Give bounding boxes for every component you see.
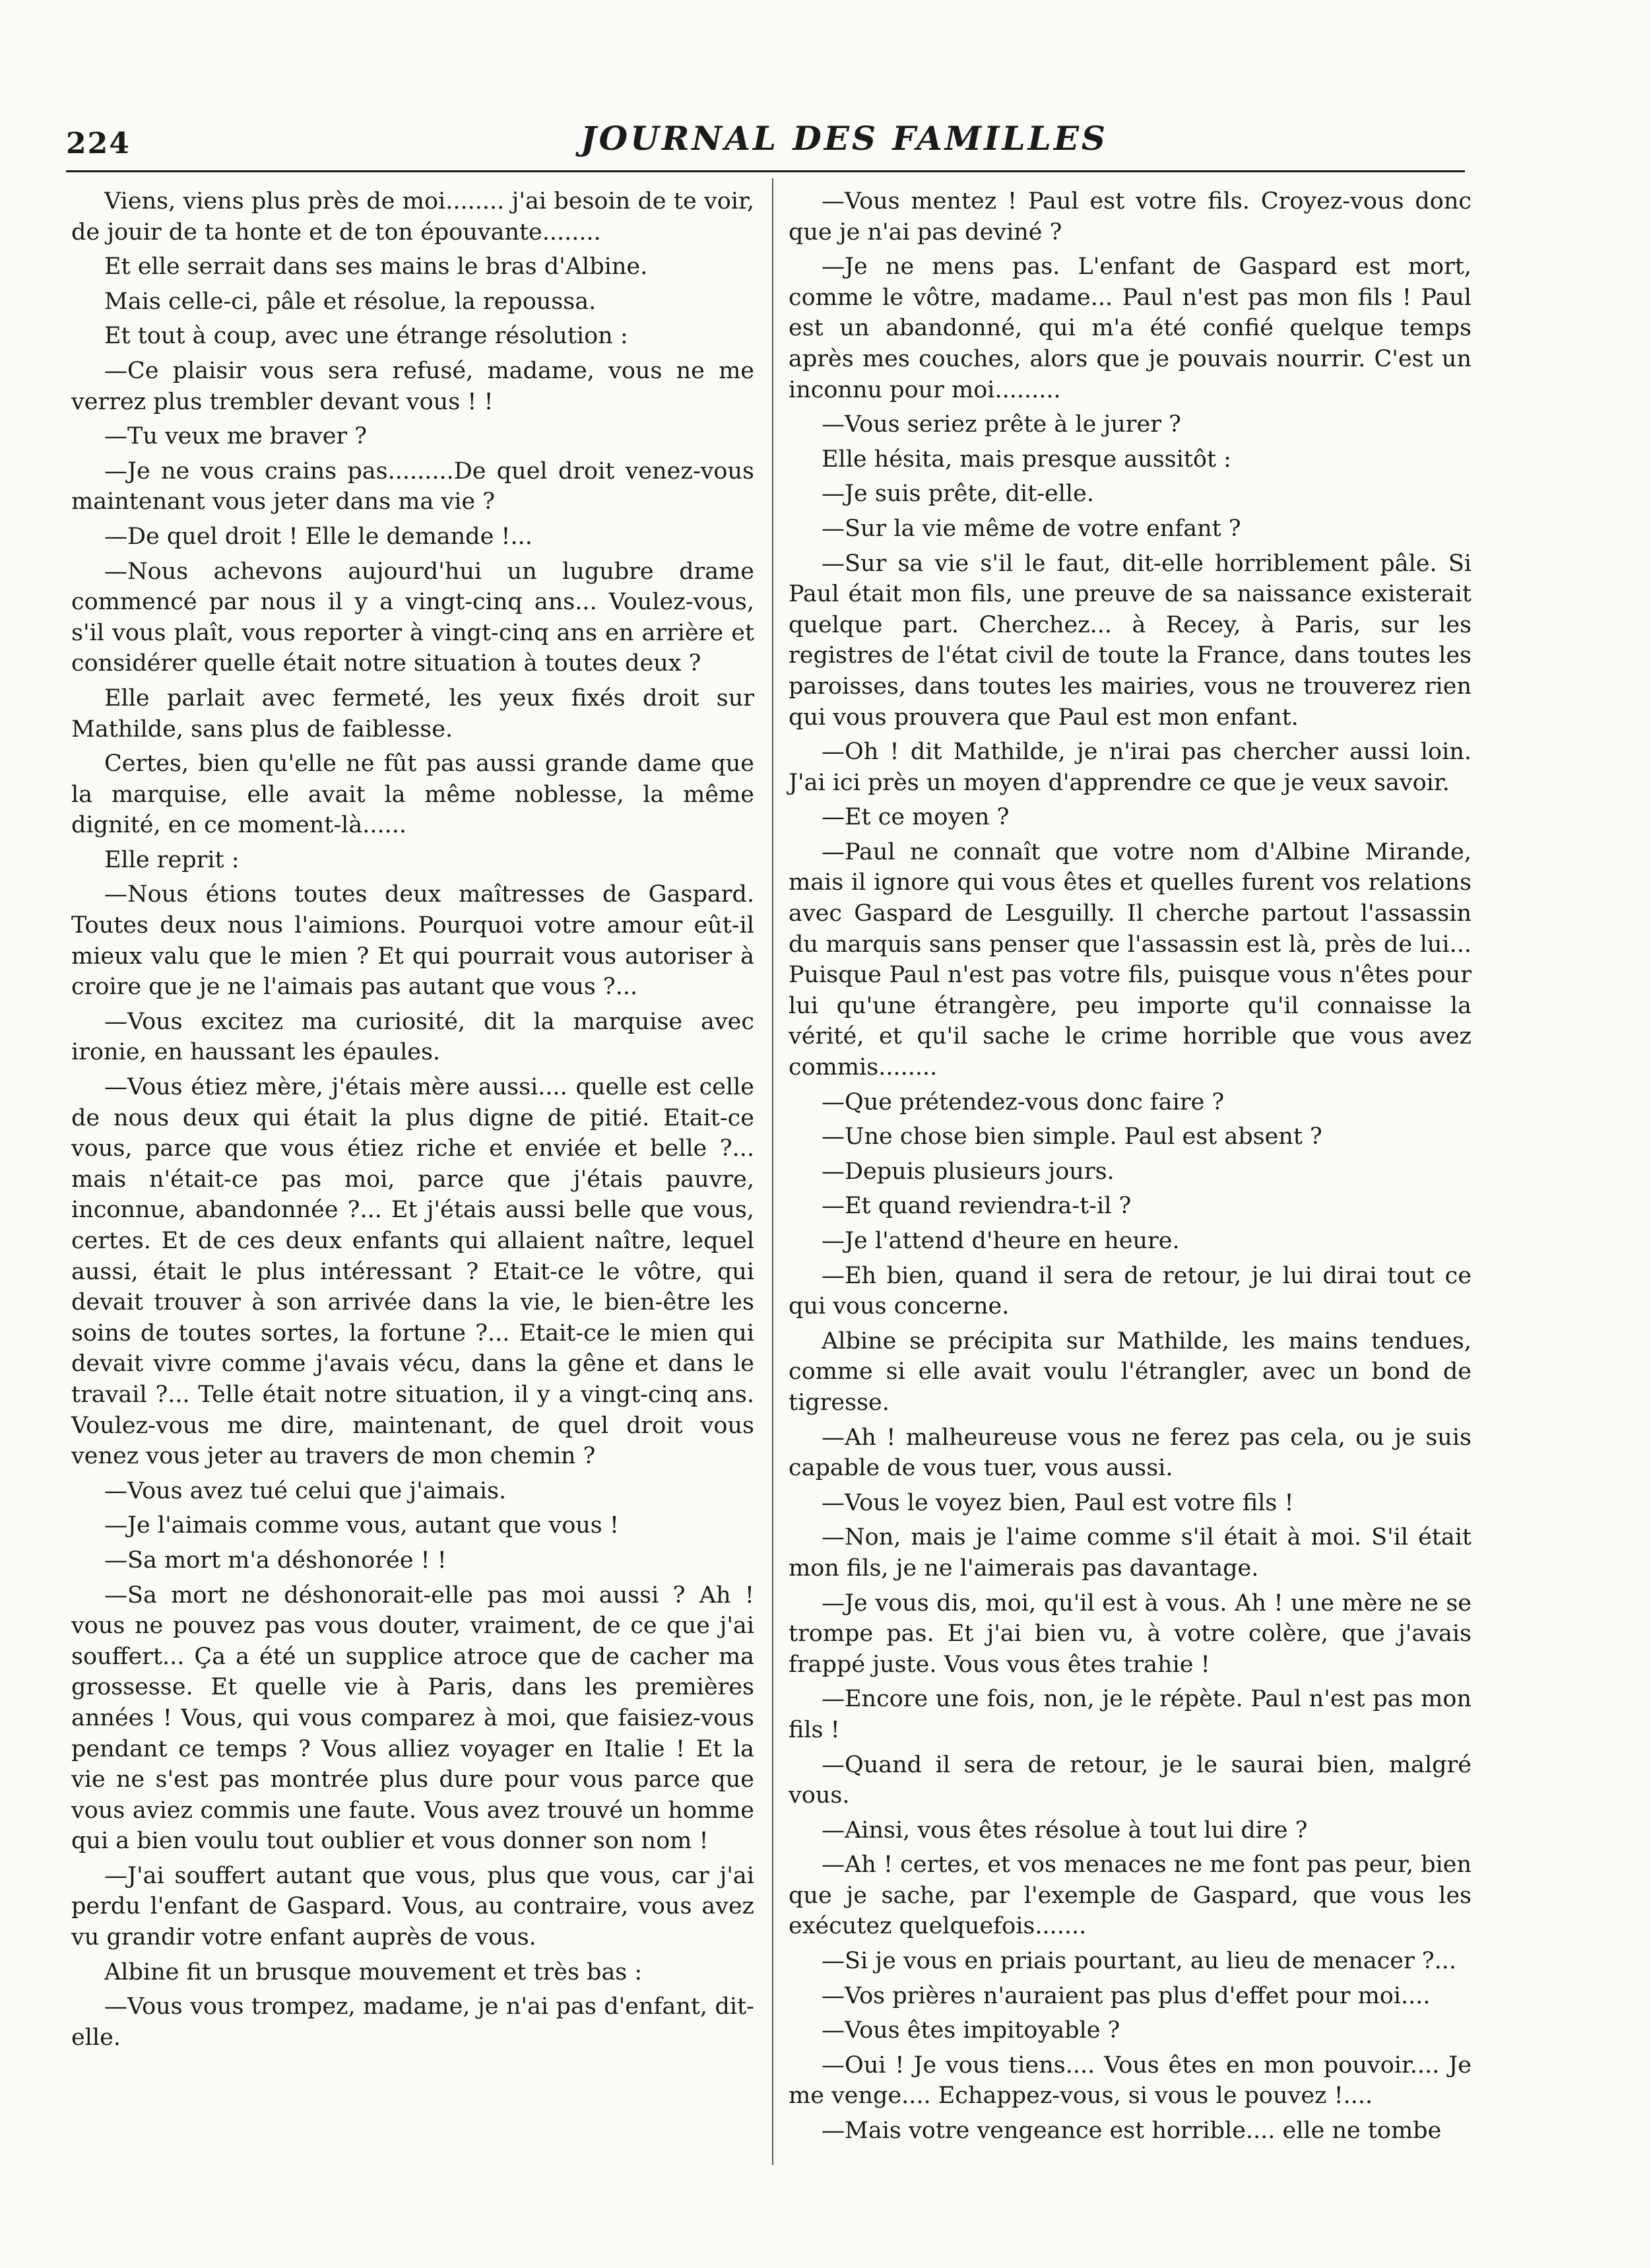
paragraph: —Depuis plusieurs jours. bbox=[822, 1158, 1115, 1185]
paragraph: —Tu veux me braver ? bbox=[104, 423, 368, 450]
paragraph: Certes, bien qu'elle ne fût pas aussi grande dame que la marquise, elle avait la même noblesse, la même dignité, en ce moment-là...... bbox=[71, 750, 754, 839]
paragraph: —Vous avez tué celui que j'aimais. bbox=[104, 1477, 507, 1504]
paragraph: —Ce plaisir vous sera refusé, madame, vous ne me verrez plus trembler devant vous ! ! bbox=[71, 357, 754, 415]
paragraph: Et elle serrait dans ses mains le bras d'Albine. bbox=[104, 253, 648, 281]
paragraph: Elle parlait avec fermeté, les yeux fixés droit sur Mathilde, sans plus de faiblesse. bbox=[71, 684, 754, 743]
paragraph: —Mais votre vengeance est horrible.... elle ne tombe bbox=[822, 2118, 1442, 2145]
paragraph: —Vous seriez prête à le jurer ? bbox=[822, 411, 1181, 438]
paragraph: Et tout à coup, avec une étrange résolution : bbox=[104, 323, 628, 350]
paragraph: —Une chose bien simple. Paul est absent ? bbox=[822, 1123, 1322, 1151]
paragraph: —Je vous dis, moi, qu'il est à vous. Ah ! une mère ne se trompe pas. Et j'ai bien vu, à votre colère, que j'avais frappé juste. Vous vous êtes trahie ! bbox=[789, 1589, 1472, 1678]
paragraph: —Je suis prête, dit-elle. bbox=[822, 481, 1094, 508]
journal-title: JOURNAL DES FAMILLES bbox=[581, 119, 1109, 158]
paragraph: —Ah ! malheureuse vous ne ferez pas cela, ou je suis capable de vous tuer, vous aussi. bbox=[789, 1424, 1472, 1482]
paragraph: —Vous étiez mère, j'étais mère aussi.... quelle est celle de nous deux qui était la plus digne de pitié. Etait-ce vous, parce que vous étiez riche et enviée et belle ?... mais n'était-ce pas moi, parce que j'étais pauvre, inconnue, abandonnée ?... Et j'étais aussi belle que vous, certes. Et de ces deux enfants qui allaient naître, lequel aussi, était le plus intéressant ? Etait-ce le vôtre, qui devait trouver à son arrivée dans la vie, le bien-être les soins de toutes sortes, la fortune ?... Etait-ce le mien qui devait vivre comme j'avais vécu, dans la gêne et dans le travail ?... Telle était notre situation, il y a vingt-cinq ans. Voulez-vous me dire, maintenant, de quel droit vous venez vous jeter au travers de mon chemin ? bbox=[71, 1074, 754, 1470]
paragraph: —Ah ! certes, et vos menaces ne me font pas peur, bien que je sache, par l'exemple de Gaspard, que vous les exécutez quelquefois....... bbox=[789, 1851, 1472, 1940]
page-number: 224 bbox=[66, 127, 131, 160]
paragraph: Viens, viens plus près de moi........ j'ai besoin de te voir, de jouir de ta honte et de ton épouvante........ bbox=[71, 188, 754, 246]
paragraph: —Sur la vie même de votre enfant ? bbox=[822, 515, 1241, 542]
paragraph: —Nous achevons aujourd'hui un lugubre drame commencé par nous il y a vingt-cinq ans... Voulez-vous, s'il vous plaît, vous reporter à vingt-cinq ans en arrière et considérer quelle était notre situation à toutes deux ? bbox=[71, 558, 754, 677]
paragraph: —Vos prières n'auraient pas plus d'effet pour moi.... bbox=[822, 1982, 1431, 2009]
right-column bbox=[789, 186, 1472, 2151]
paragraph: —Si je vous en priais pourtant, au lieu de menacer ?... bbox=[822, 1948, 1457, 1975]
paragraph: —J'ai souffert autant que vous, plus que vous, car j'ai perdu l'enfant de Gaspard. Vous, au contraire, vous avez vu grandir votre enfant auprès de vous. bbox=[71, 1862, 754, 1951]
paragraph: —Vous mentez ! Paul est votre fils. Croyez-vous donc que je n'ai pas deviné ? bbox=[789, 188, 1472, 246]
paragraph: Elle reprit : bbox=[104, 846, 240, 873]
paragraph: —Vous excitez ma curiosité, dit la marquise avec ironie, en haussant les épaules. bbox=[71, 1008, 754, 1066]
paragraph: —Paul ne connaît que votre nom d'Albine Mirande, mais il ignore qui vous êtes et quelles furent vos relations avec Gaspard de Lesguilly. Il cherche partout l'assassin du marquis sans penser que l'assassin est là, près de lui... Puisque Paul n'est pas votre fils, puisque vous n'êtes pour lui qu'une étrangère, peu importe qu'il connaisse la vérité, et qu'il sache le crime horrible que vous avez commis........ bbox=[789, 838, 1472, 1081]
paragraph: —Oui ! Je vous tiens.... Vous êtes en mon pouvoir.... Je me venge.... Echappez-vous, si vous le pouvez !.... bbox=[789, 2051, 1472, 2110]
paragraph: —Quand il sera de retour, je le saurai bien, malgré vous. bbox=[789, 1751, 1472, 1809]
left-column bbox=[71, 186, 754, 2057]
paragraph: —Je l'attend d'heure en heure. bbox=[822, 1228, 1180, 1254]
paragraph: Albine se précipita sur Mathilde, les mains tendues, comme si elle avait voulu l'étrangler, avec un bond de tigresse. bbox=[789, 1327, 1472, 1416]
paragraph: —Vous vous trompez, madame, je n'ai pas d'enfant, dit-elle. bbox=[71, 1993, 754, 2051]
paragraph: Albine fit un brusque mouvement et très bas : bbox=[104, 1958, 643, 1985]
paragraph: —Nous étions toutes deux maîtresses de Gaspard. Toutes deux nous l'aimions. Pourquoi votre amour eût-il mieux valu que le mien ? Et qui pourrait vous autoriser à croire que je ne l'aimais pas autant que vous ?... bbox=[71, 881, 754, 1001]
paragraph: Elle hésita, mais presque aussitôt : bbox=[822, 446, 1231, 473]
paragraph: —Sa mort ne déshonorait-elle pas moi aussi ? Ah ! vous ne pouvez pas vous douter, vraiment, de ce que j'ai souffert... Ça a été un supplice atroce que de cacher ma grossesse. Et quelle vie à Paris, dans les premières années ! Vous, qui vous comparez à moi, que faisiez-vous pendant ce temps ? Vous alliez voyager en Italie ! Et la vie ne s'est pas montrée plus dure pour vous parce que vous aviez commis une faute. Vous avez trouvé un homme qui a bien voulu tout oublier et vous donner son nom ! bbox=[71, 1582, 754, 1855]
paragraph: —Vous êtes impitoyable ? bbox=[822, 2017, 1120, 2044]
paragraph: —Je l'aimais comme vous, autant que vous ! bbox=[104, 1512, 619, 1539]
paragraph: —Sur sa vie s'il le faut, dit-elle horriblement pâle. Si Paul était mon fils, une preuve de sa naissance existerait quelque part. Cherchez... à Recey, à Paris, sur les registres de l'état civil de toute la France, dans toutes les paroisses, dans toutes les mairies, vous ne trouverez rien qui vous prouvera que Paul est mon enfant. bbox=[789, 550, 1472, 731]
paragraph: —Que prétendez-vous donc faire ? bbox=[822, 1088, 1225, 1116]
paragraph: —De quel droit ! Elle le demande !... bbox=[104, 523, 533, 550]
paragraph: —Eh bien, quand il sera de retour, je lui dirai tout ce qui vous concerne. bbox=[789, 1262, 1472, 1320]
paragraph: —Encore une fois, non, je le répète. Paul n'est pas mon fils ! bbox=[789, 1686, 1472, 1743]
paragraph: —Je ne vous crains pas.........De quel droit venez-vous maintenant vous jeter dans ma vie ? bbox=[71, 457, 754, 516]
paragraph: Mais celle-ci, pâle et résolue, la repoussa. bbox=[104, 288, 597, 315]
paragraph: —Oh ! dit Mathilde, je n'irai pas chercher aussi loin. J'ai ici près un moyen d'apprendre ce que je veux savoir. bbox=[789, 739, 1472, 796]
paragraph: —Je ne mens pas. L'enfant de Gaspard est mort, comme le vôtre, madame... Paul n'est pas mon fils ! Paul est un abandonné, qui m'a été confié quelque temps après mes couches, alors que je pouvais nourrir. C'est un inconnu pour moi......... bbox=[789, 253, 1472, 403]
paragraph: —Et quand reviendra-t-il ? bbox=[822, 1193, 1132, 1220]
paragraph: —Ainsi, vous êtes résolue à tout lui dire ? bbox=[822, 1817, 1308, 1844]
paragraph: —Et ce moyen ? bbox=[822, 804, 1010, 831]
paragraph: —Vous le voyez bien, Paul est votre fils ! bbox=[822, 1489, 1294, 1516]
column-divider bbox=[772, 178, 773, 2165]
paragraph: —Non, mais je l'aime comme s'il était à moi. S'il était mon fils, je ne l'aimerais pas davantage. bbox=[789, 1524, 1472, 1582]
paragraph: —Sa mort m'a déshonorée ! ! bbox=[104, 1547, 447, 1574]
page-header bbox=[66, 119, 1452, 165]
header-rule bbox=[66, 170, 1465, 172]
